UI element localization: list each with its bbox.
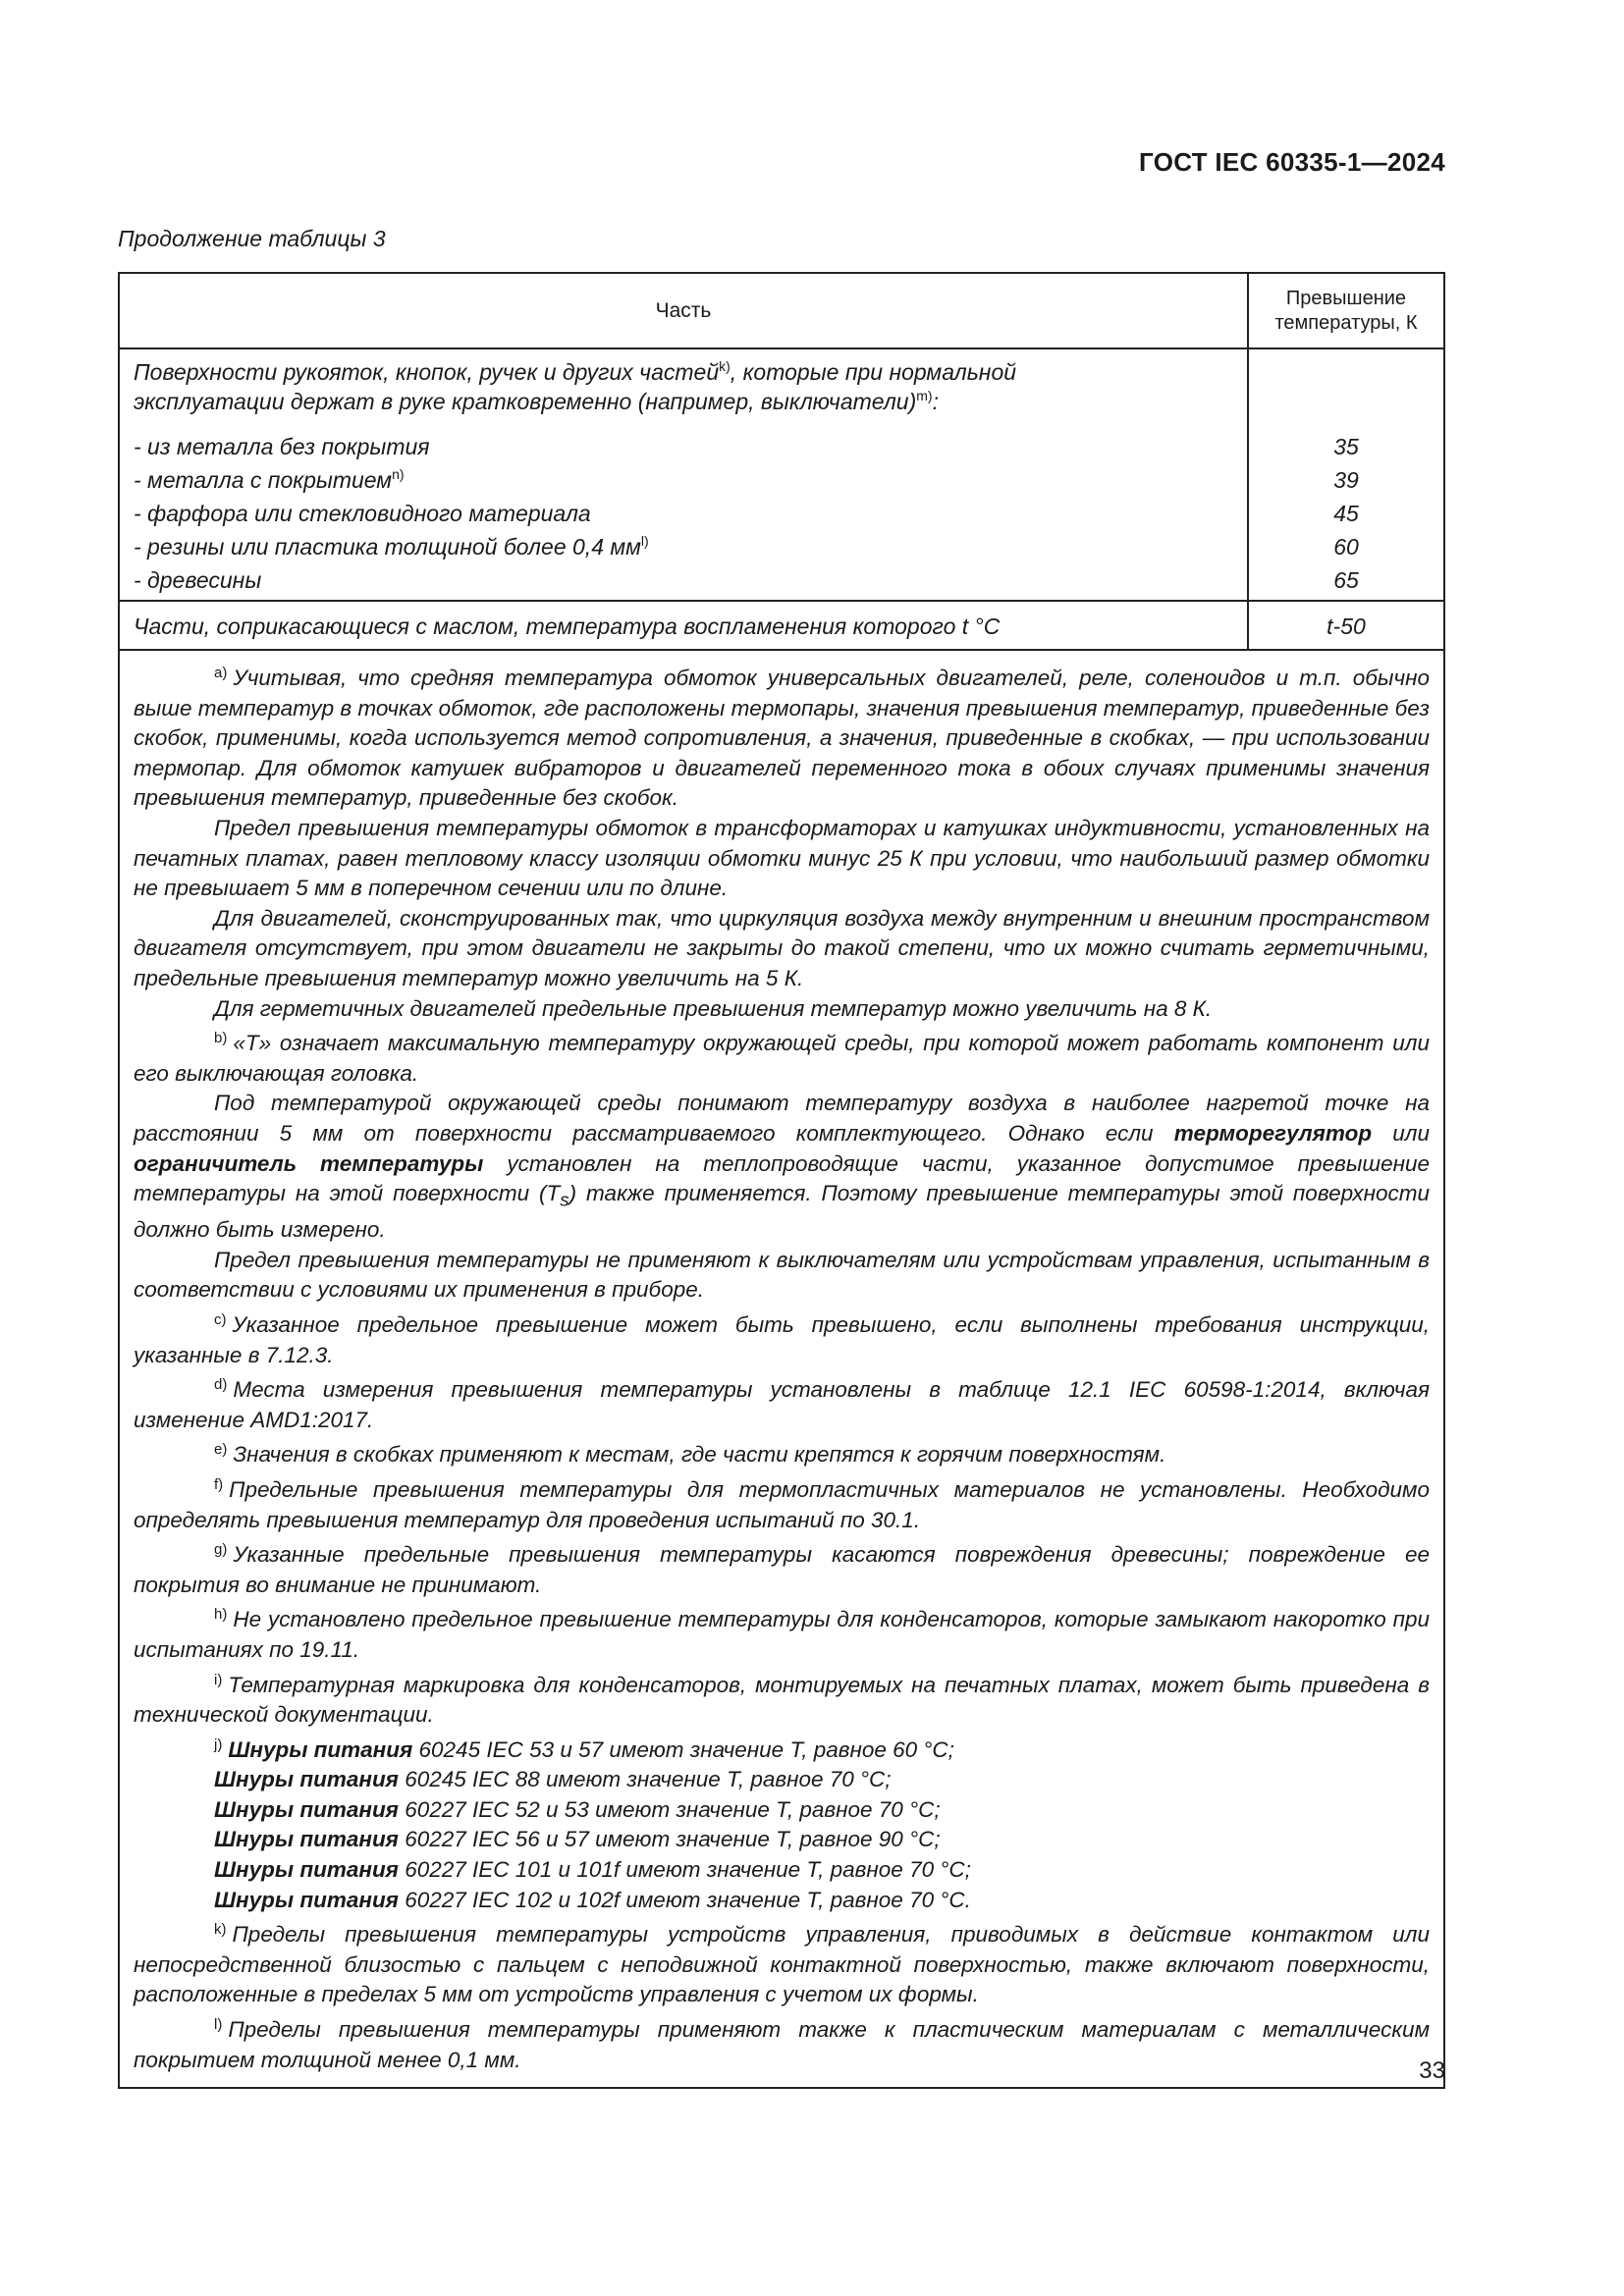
column-header-part: Часть: [655, 298, 712, 322]
footnote-e: e) Значения в скобках применяют к местам, где части крепятся к горячим поверхностям.: [214, 1441, 1166, 1468]
footnote-j: j) Шнуры питания 60245 IEC 53 и 57 имеют значение Т, равное 60 °C;: [214, 1735, 954, 1762]
material-row-label: - фарфора или стекловидного материала: [134, 501, 591, 526]
footnote-j-line: Шнуры питания 60227 IEC 102 и 102f имеют значение Т, равное 70 °C.: [214, 1887, 971, 1912]
handles-section-row: [120, 349, 1443, 602]
page-number: 33: [1419, 2057, 1445, 2084]
footnote-a-paragraph: Для герметичных двигателей предельные превышения температур можно увеличить на 8 К.: [214, 995, 1213, 1021]
material-row-value: 39: [1333, 467, 1359, 493]
footnotes: [120, 651, 1443, 2087]
material-row-label: - резины или пластика толщиной более 0,4 $мм^{l)}$: [134, 533, 649, 560]
section-heading-line1: Поверхности рукояток, кнопок, ручек и других частей$^{k)}$, которые при нормальной: [134, 358, 1017, 385]
footnote-a-paragraph: Для двигателей, сконструированных так, что циркуляция воздуха между внутренним и внешним пространством двигателя отсутствует, при этом двигатели не закрыты до такой степени, что их можно считать герметичными, предельные превышения температур можно увеличить на 5 К.: [134, 905, 1430, 990]
footnote-c: c) Указанное предельное превышение может быть превышено, если выполнены требования инструкции, указанные в 7.12.3.: [134, 1310, 1430, 1367]
material-row-value: 65: [1333, 567, 1359, 593]
footnote-d: d) Места измерения превышения температуры установлены в таблице 12.1 IEC 60598-1:2014, включая изменение AMD1:2017.: [134, 1376, 1430, 1432]
material-row-value: 60: [1333, 534, 1359, 560]
temperature-rise-table: [118, 272, 1445, 2089]
footnote-f: f) Предельные превышения температуры для термопластичных материалов не установлены. Необходимо определять превышения температур для проведения испытаний по 30.1.: [134, 1475, 1430, 1532]
document-header: ГОСТ IEC 60335-1—2024: [1139, 147, 1445, 177]
handles-section-values: [1247, 349, 1443, 600]
table-header-row: [120, 274, 1443, 349]
material-row-label: - металла с покрытием$^{n)}$: [134, 466, 405, 493]
column-header-temperature-line2: температуры, К: [1274, 311, 1418, 334]
column-header-temperature: [1247, 274, 1443, 347]
oil-contact-row: [120, 602, 1443, 651]
footnote-i: i) Температурная маркировка для конденсаторов, монтируемых на печатных платах, может быть приведена в технической документации.: [134, 1671, 1430, 1728]
material-row-label: - древесины: [134, 567, 262, 593]
footnote-b-paragraph: Под температурой окружающей среды понимают температуру воздуха в наиболее нагретой точке на расстоянии 5 мм от поверхности рассматриваемого комплектующего. Однако если терморегулятор или ограничитель температуры установлен на теплопроводящие части, указанное допустимое превышение температуры на этой поверхности $(T_s)$ также применяется. Поэтому превышение температуры этой поверхности должно быть измерено.: [134, 1091, 1431, 1243]
material-row-label: - из металла без покрытия: [134, 434, 430, 459]
footnote-k: k) Пределы превышения температуры устройств управления, приводимых в действие контактом или непосредственной близостью с пальцем с неподвижной контактной поверхностью, также включают поверхности, расположенные в пределах 5 мм от устройств управления с учетом их формы.: [134, 1921, 1430, 2007]
table-caption: Продолжение таблицы 3: [118, 226, 386, 251]
footnote-h: h) Не установлено предельное превышение температуры для конденсаторов, которые замыкают накоротко при испытаниях по 19.11.: [134, 1606, 1430, 1662]
footnote-a-paragraph: Предел превышения температуры обмоток в трансформаторах и катушках индуктивности, установленных на печатных платах, равен тепловому классу изоляции обмотки минус 25 К при условии, что наибольший размер обмотки не превышает 5 мм в поперечном сечении или по длине.: [134, 815, 1430, 901]
footnote-j-line: Шнуры питания 60227 IEC 101 и 101f имеют значение Т, равное 70 °C;: [214, 1857, 971, 1883]
material-row-value: 35: [1333, 434, 1359, 459]
footnote-j-line: Шнуры питания 60245 IEC 88 имеют значение Т, равное 70 °C;: [214, 1767, 892, 1792]
footnote-j-line: Шнуры питания 60227 IEC 52 и 53 имеют значение Т, равное 70 °C;: [214, 1796, 941, 1822]
footnote-j-line: Шнуры питания 60227 IEC 56 и 57 имеют значение Т, равное 90 °C;: [214, 1827, 941, 1852]
term-thermostat: терморегулятор: [1173, 1120, 1373, 1146]
footnote-b: b) «Т» означает максимальную температуру окружающей среды, при которой может работать компонент или его выключающая головка.: [134, 1030, 1430, 1086]
oil-contact-label: Части, соприкасающиеся с маслом, температура воспламенения которого t °C: [134, 614, 1001, 639]
footnote-b-paragraph: Предел превышения температуры не применяют к выключателям или устройствам управления, испытанным в соответствии с условиями их применения в приборе.: [134, 1247, 1430, 1303]
handles-section-text: [120, 349, 1247, 600]
footnote-l: l) Пределы превышения температуры применяют также к пластическим материалам с металлическим покрытием толщиной менее 0,1 мм.: [134, 2016, 1430, 2072]
column-header-temperature-line1: Превышение: [1285, 287, 1407, 309]
material-row-value: 45: [1333, 501, 1359, 526]
term-temperature-limiter: ограничитель температуры: [134, 1150, 484, 1176]
oil-contact-value: t-50: [1247, 602, 1443, 649]
section-heading-line2: эксплуатации держат в руке кратковременно (например, выключатели)$^{m)}$:: [134, 388, 939, 414]
footnotes-row: [120, 651, 1443, 2087]
footnote-a: a) Учитывая, что средняя температура обмоток универсальных двигателей, реле, соленоидов и т.п. обычно выше температур в точках обмоток, где расположены термопары, значения превышения температур, приведенные без скобок, применимы, когда используется метод сопротивления, а значения, приведенные в скобках, — при использовании термопар. Для обмоток катушек вибраторов и двигателей переменного тока в обоих случаях применимы значения превышения температур, приведенные без скобок.: [134, 665, 1430, 811]
footnote-g: g) Указанные предельные превышения температуры касаются повреждения древесины; повреждение ее покрытия во внимание не принимают.: [134, 1541, 1430, 1597]
